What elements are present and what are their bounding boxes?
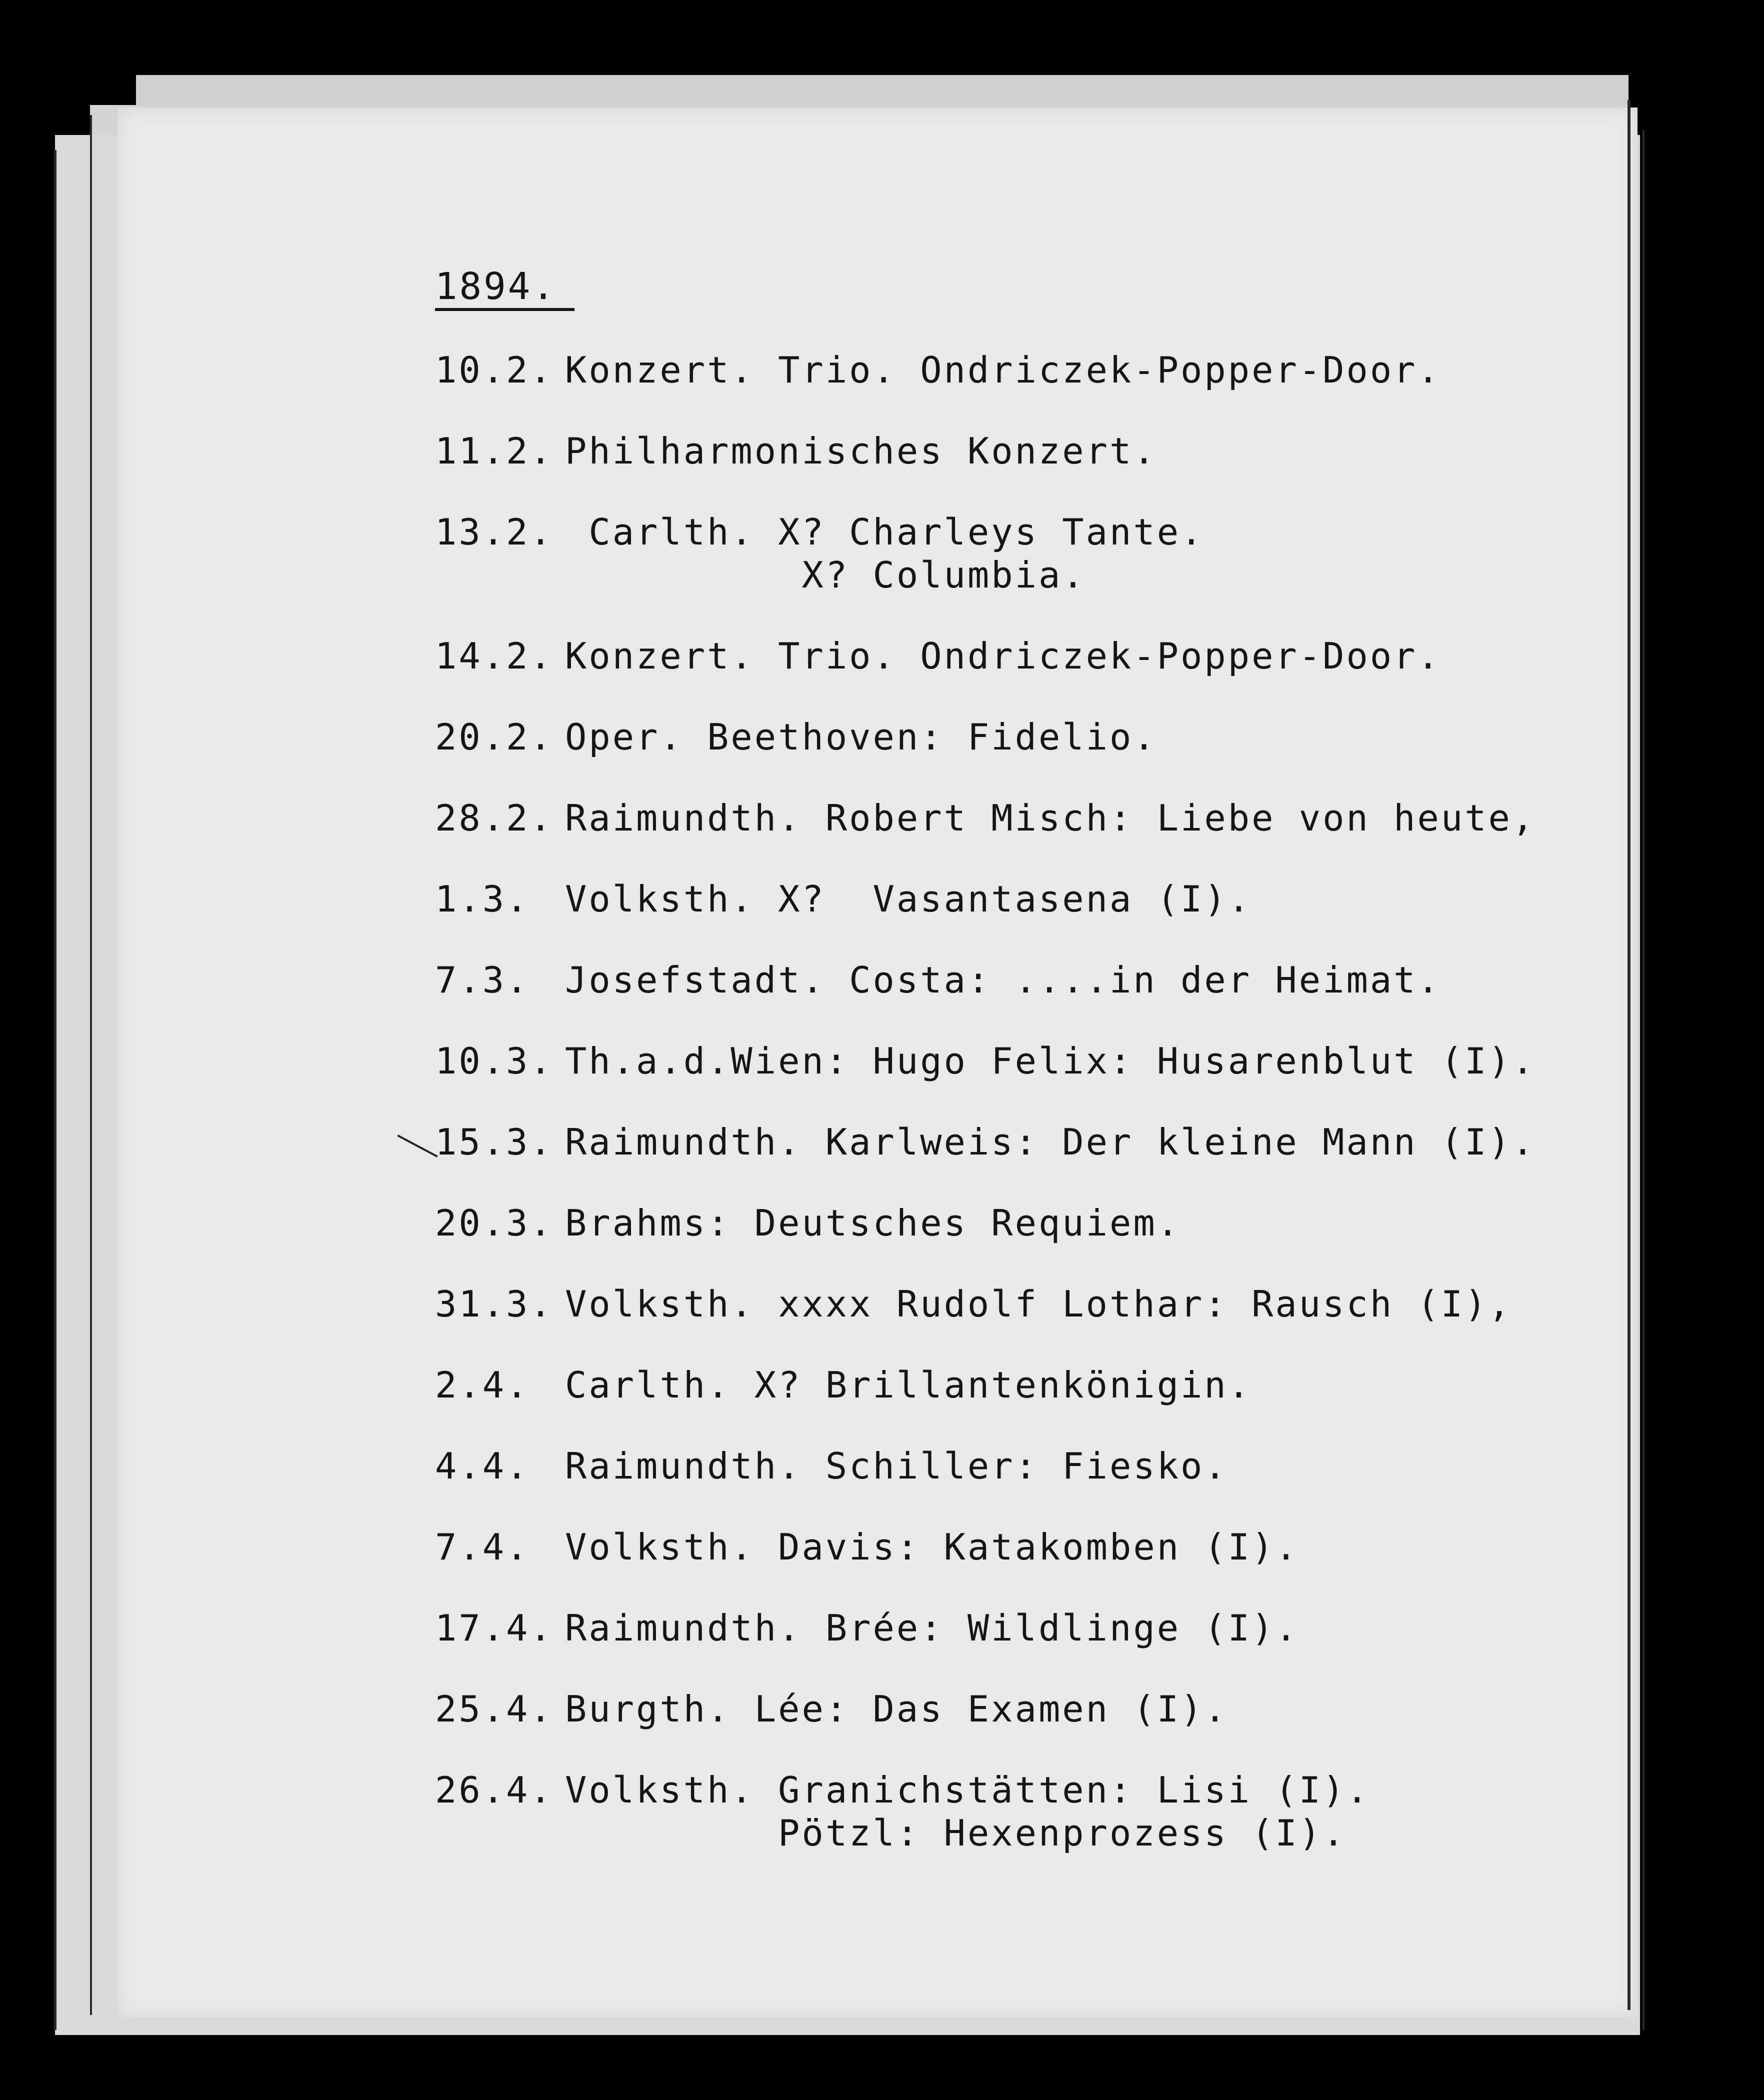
entry-text [565,713,1157,761]
entry-date: 7.4. [435,1526,530,1568]
list-item [435,956,1585,1004]
list-item [435,1442,1585,1490]
entry-text [565,956,1441,1004]
list-item [435,794,1585,842]
entry-date: 17.4. [435,1607,554,1649]
list-item [435,1118,1585,1166]
entry-line: Konzert. Trio. Ondriczek-Popper-Door. [565,349,1441,391]
list-item [435,1037,1585,1085]
page-edge [54,150,56,2030]
entry-text [565,346,1441,394]
entry-date: 13.2. [435,511,554,553]
list-item [435,1766,1585,1857]
list-item [435,1523,1585,1571]
entry-line: Brahms: Deutsches Requiem. [565,1202,1181,1244]
entry-text [565,1442,1228,1490]
entry-date: 20.2. [435,716,554,758]
entry-text [565,794,1536,842]
entry-date: 10.3. [435,1040,554,1082]
list-item [435,346,1585,394]
entry-line: Raimundth. Robert Misch: Liebe von heute, [565,797,1536,839]
entry-date: 2.4. [435,1364,530,1406]
list-item [435,713,1585,761]
entry-date: 4.4. [435,1445,530,1487]
entry-text [565,632,1441,680]
list-item [435,427,1585,475]
list-item [435,1685,1585,1733]
entry-date: 26.4. [435,1769,554,1811]
entry-line: Th.a.d.Wien: Hugo Felix: Husarenblut (I). [565,1040,1536,1082]
entry-date: 1.3. [435,878,530,920]
entry-line: X? Columbia. [565,554,1086,596]
entry-list [435,346,1585,1857]
page-edge [1642,130,1644,2030]
entry-text [565,875,1252,923]
entry-line: Josefstadt. Costa: ....in der Heimat. [565,959,1441,1001]
entry-date: 7.3. [435,959,530,1001]
list-item [435,1604,1585,1652]
entry-text [565,1766,1370,1857]
entry-text [565,1199,1180,1247]
entry-text [565,1118,1536,1166]
entry-date: 10.2. [435,349,554,391]
entry-text [565,1523,1299,1571]
entry-line: Raimundth. Schiller: Fiesko. [565,1445,1228,1487]
entry-text [565,1685,1228,1733]
entry-line: Oper. Beethoven: Fidelio. [565,716,1157,758]
entry-text [565,427,1157,475]
list-item [435,1199,1585,1247]
entry-date: 11.2. [435,430,554,472]
entry-line: Konzert. Trio. Ondriczek-Popper-Door. [565,635,1441,677]
entry-text [565,1037,1536,1085]
entry-line: Raimundth. Karlweis: Der kleine Mann (I). [565,1121,1536,1163]
page-edge [90,115,92,2015]
entry-text [565,508,1204,599]
entry-text [565,1280,1512,1328]
entry-text [565,1604,1299,1652]
entry-line: Philharmonisches Konzert. [565,430,1157,472]
entry-line: Volksth. xxxx Rudolf Lothar: Rausch (I), [565,1283,1512,1325]
list-item [435,508,1585,599]
entry-date: 15.3. [435,1121,554,1163]
entry-line: Raimundth. Brée: Wildlinge (I). [565,1607,1299,1649]
list-item [435,1280,1585,1328]
entry-date: 14.2. [435,635,554,677]
list-item [435,1361,1585,1409]
entry-line: Carlth. X? Charleys Tante. [565,511,1204,553]
entry-line: Volksth. Davis: Katakomben (I). [565,1526,1299,1568]
year-heading: 1894. [435,265,574,311]
entry-date: 28.2. [435,797,554,839]
list-item [435,875,1585,923]
entry-date: 31.3. [435,1283,554,1325]
entry-text [565,1361,1252,1409]
entry-date: 20.3. [435,1202,554,1244]
typed-list [435,265,1585,1890]
list-item [435,632,1585,680]
entry-line: Carlth. X? Brillantenkönigin. [565,1364,1252,1406]
entry-line: Burgth. Lée: Das Examen (I). [565,1688,1228,1730]
entry-line: Volksth. X? Vasantasena (I). [565,878,1252,920]
page-edge [1628,100,1630,2010]
entry-line: Volksth. Granichstätten: Lisi (I). [565,1769,1370,1811]
entry-line: Pötzl: Hexenprozess (I). [565,1812,1346,1854]
entry-date: 25.4. [435,1688,554,1730]
